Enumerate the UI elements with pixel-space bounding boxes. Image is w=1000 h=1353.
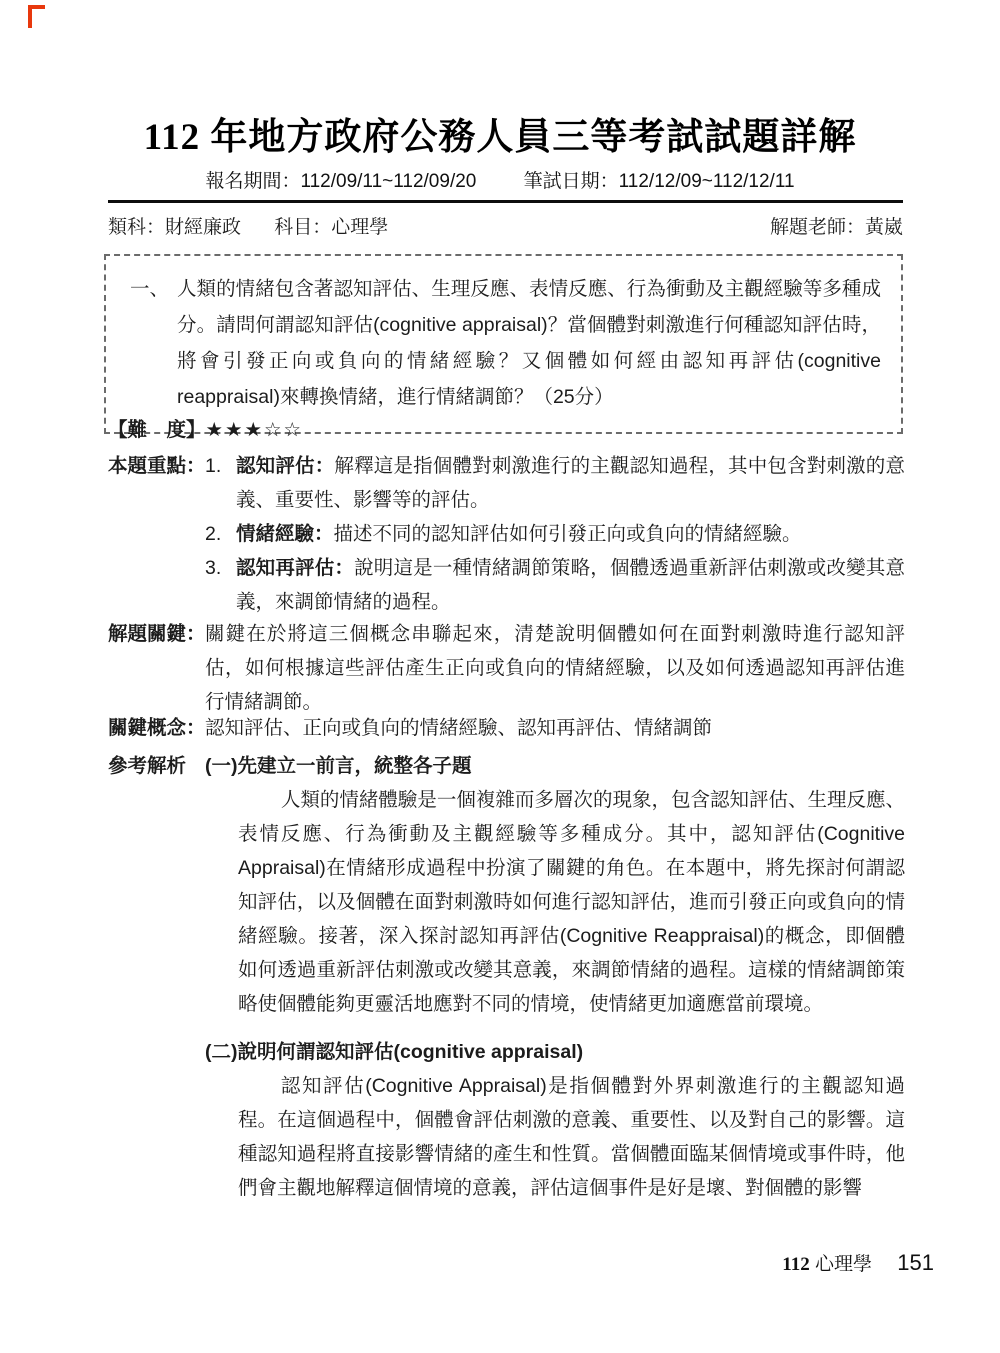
analysis-heading-1: (一)先建立一前言，統整各子題	[205, 755, 472, 777]
exam-dates-line	[0, 166, 1000, 193]
key-concepts-label: 關鍵概念：	[108, 717, 206, 739]
exam-subject: 科目：心理學	[274, 217, 389, 238]
item-text	[236, 517, 905, 551]
footer-page-number: 151	[897, 1250, 934, 1275]
analysis-content	[205, 749, 905, 1205]
key-points-list	[205, 449, 905, 619]
item-body: 說明這是一種情緒調節策略，個體透過重新評估刺激或改變其意義，來調節情緒的過程。	[236, 557, 905, 613]
solving-key-section	[108, 617, 905, 719]
difficulty-label: 【難 度】	[108, 419, 206, 441]
footer-year: 112	[782, 1254, 810, 1275]
item-body: 描述不同的認知評估如何引發正向或負向的情緒經驗。	[333, 523, 802, 545]
analysis-section	[108, 749, 905, 1205]
written-exam-date: 筆試日期：112/12/09~112/12/11	[523, 171, 795, 192]
question-number: 一、	[130, 278, 170, 300]
list-item	[205, 449, 905, 517]
question-box	[104, 254, 903, 434]
solving-key-text: 關鍵在於將這三個概念串聯起來，清楚說明個體如何在面對刺激時進行認知評估，如何根據這些評估產生正向或負向的情緒經驗，以及如何透過認知再評估進行情緒調節。	[205, 623, 905, 713]
difficulty-row	[108, 413, 905, 447]
key-concepts-text: 認知評估、正向或負向的情緒經驗、認知再評估、情緒調節	[205, 717, 713, 739]
exam-category: 類科：財經廉政	[108, 217, 242, 238]
analysis-heading-2: (二)說明何謂認知評估(cognitive appraisal)	[205, 1041, 584, 1063]
exam-info-row	[108, 212, 903, 239]
header-divider	[108, 200, 903, 203]
item-number: 3.	[205, 557, 222, 579]
item-term: 認知再評估：	[236, 557, 355, 579]
footer-subject: 心理學	[814, 1254, 872, 1275]
analysis-paragraph-2: 認知評估(Cognitive Appraisal)是指個體對外界刺激進行的主觀認知過程。在這個過程中，個體會評估刺激的意義、重要性、以及對自己的影響。這種認知過程將直接影響情緒的產生和性質。當個體面臨某個情境或事件時，他們會主觀地解釋這個情境的意義，評估這個事件是好是壞、對個體的影響	[238, 1075, 905, 1199]
analysis-paragraph-1: 人類的情緒體驗是一個複雜而多層次的現象，包含認知評估、生理反應、表情反應、行為衝動及主觀經驗等多種成分。其中，認知評估(Cognitive Appraisal)在情緒形成過程中扮演了關鍵的角色。在本題中，將先探討何謂認知評估，以及個體在面對刺激時如何進行認知評估，進而引發正向或負向的情緒經驗。接著，深入探討認知再評估(Cognitive Reappraisal)的概念，即個體如何透過重新評估刺激或改變其意義，來調節情緒的過程。這樣的情緒調節策略使個體能夠更靈活地應對不同的情境，使情緒更加適應當前環境。	[238, 789, 905, 1015]
key-concepts-section	[108, 711, 905, 745]
solution-teacher: 解題老師：黃崴	[769, 217, 903, 238]
key-points-label: 本題重點：	[108, 455, 206, 477]
key-points-section	[108, 449, 905, 619]
item-number: 1.	[205, 455, 222, 477]
exam-category-subject	[108, 212, 388, 239]
solving-key-label: 解題關鍵：	[108, 623, 206, 645]
page-footer	[782, 1249, 934, 1276]
difficulty-stars: ★★★☆☆	[205, 419, 303, 441]
item-number: 2.	[205, 523, 222, 545]
list-item	[205, 551, 905, 619]
analysis-label: 參考解析	[108, 755, 187, 777]
list-item	[205, 517, 905, 551]
registration-period: 報名期間：112/09/11~112/09/20	[205, 171, 477, 192]
item-text	[236, 551, 905, 619]
item-body: 解釋這是指個體對刺激進行的主觀認知過程，其中包含對刺激的意義、重要性、影響等的評估。	[236, 455, 905, 511]
page-corner-crop-mark-icon	[28, 5, 45, 28]
item-term: 情緒經驗：	[236, 523, 334, 545]
item-text	[236, 449, 905, 517]
page-title: 112 年地方政府公務人員三等考試試題詳解	[143, 117, 857, 158]
question-text: 人類的情緒包含著認知評估、生理反應、表情反應、行為衝動及主觀經驗等多種成分。請問何謂認知評估(cognitive appraisal)？當個體對刺激進行何種認知評估時，將會引發正向或負向的情緒經驗？又個體如何經由認知再評估(cognitive reappraisal)來轉換情緒，進行情緒調節？（25分）	[177, 278, 881, 408]
item-term: 認知評估：	[236, 455, 335, 477]
